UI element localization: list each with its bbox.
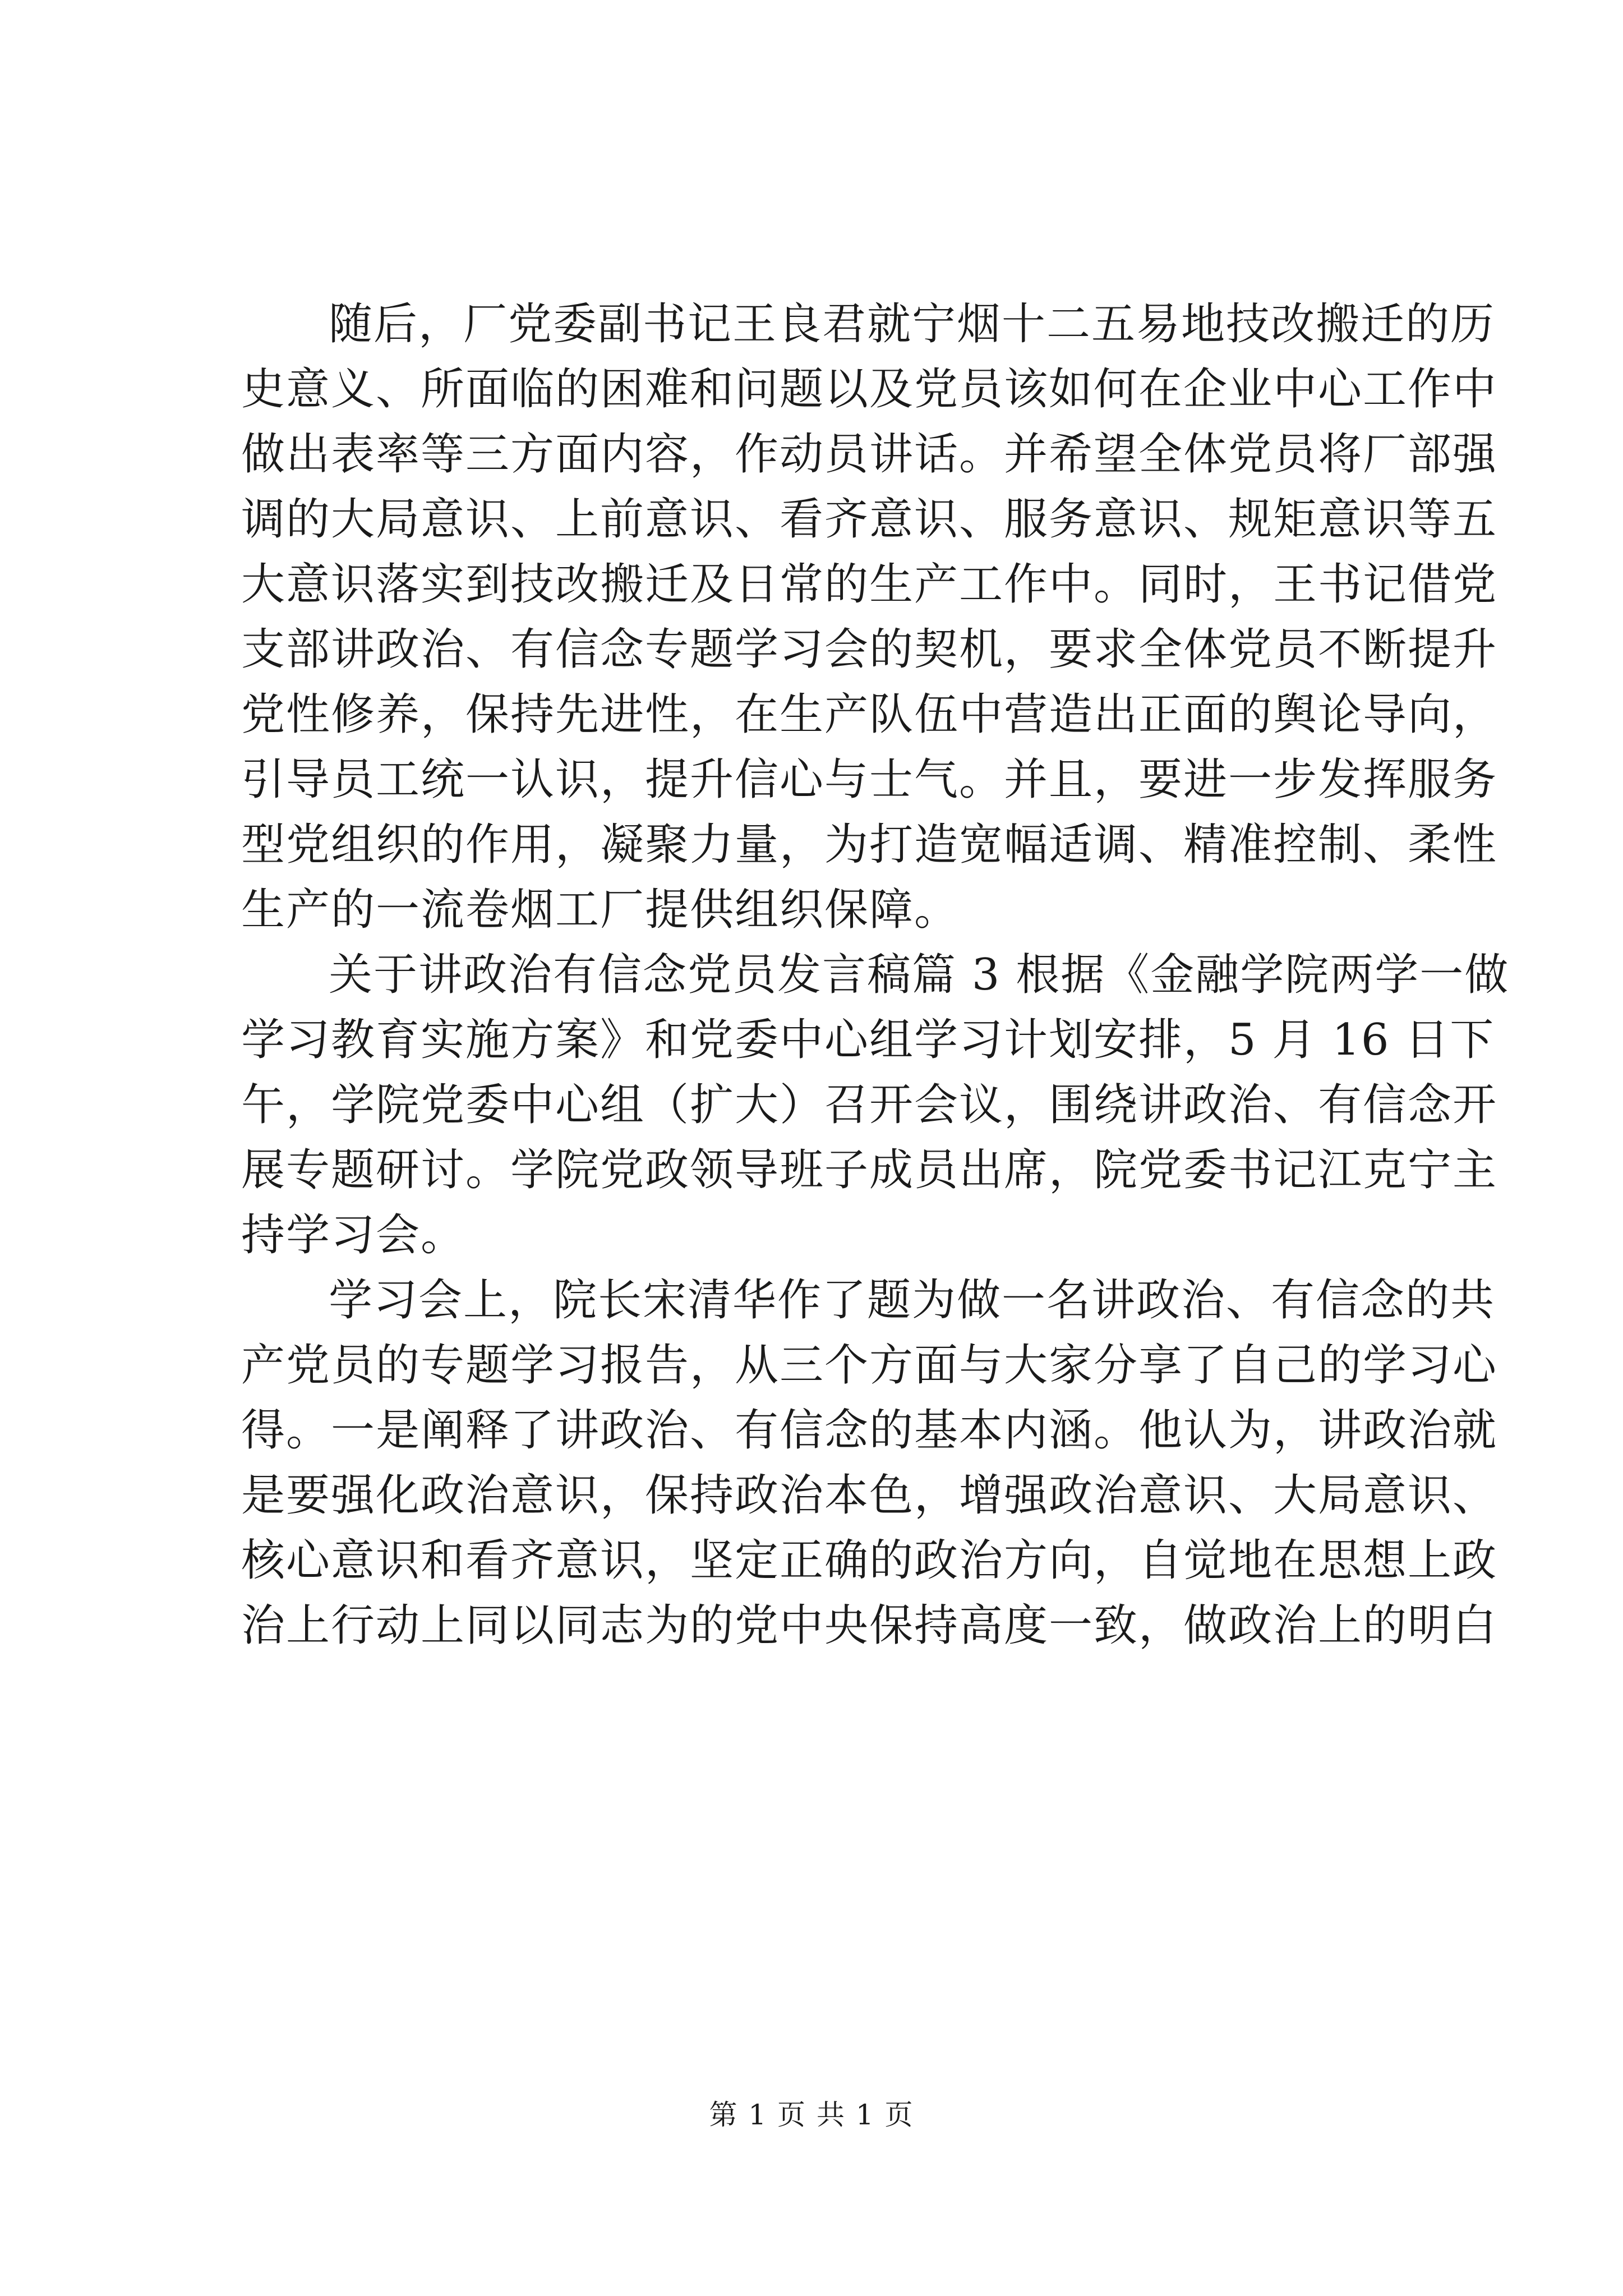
text-line: 调的大局意识、上前意识、看齐意识、服务意识、规矩意识等五 <box>241 494 1498 545</box>
paragraph-first-line: 关于讲政治有信念党员发言稿篇 3 根据《金融学院两学一做 <box>329 950 1510 1000</box>
text-line: 是要强化政治意识，保持政治本色，增强政治意识、大局意识、 <box>241 1470 1498 1521</box>
text-line: 型党组织的作用，凝聚力量，为打造宽幅适调、精准控制、柔性 <box>241 820 1498 870</box>
text-line: 展专题研讨。学院党政领导班子成员出席，院党委书记江克宁主 <box>241 1145 1498 1195</box>
paragraph-first-line: 随后，厂党委副书记王良君就宁烟十二五易地技改搬迁的历 <box>329 299 1496 349</box>
text-line: 史意义、所面临的困难和问题以及党员该如何在企业中心工作中 <box>241 364 1498 415</box>
text-line: 支部讲政治、有信念专题学习会的契机，要求全体党员不断提升 <box>241 624 1498 675</box>
text-line: 核心意识和看齐意识，坚定正确的政治方向，自觉地在思想上政 <box>241 1535 1498 1586</box>
text-line: 治上行动上同以同志为的党中央保持高度一致，做政治上的明白 <box>241 1600 1498 1651</box>
document-body <box>241 292 1510 1658</box>
text-line: 党性修养，保持先进性，在生产队伍中营造出正面的舆论导向， <box>241 689 1498 740</box>
text-line: 产党员的专题学习报告，从三个方面与大家分享了自己的学习心 <box>241 1340 1498 1391</box>
text-line: 持学习会。 <box>241 1210 466 1260</box>
text-line: 得。一是阐释了讲政治、有信念的基本内涵。他认为，讲政治就 <box>241 1405 1498 1456</box>
text-line: 做出表率等三方面内容，作动员讲话。并希望全体党员将厂部强 <box>241 429 1498 480</box>
text-line: 学习教育实施方案》和党委中心组学习计划安排，5 月 16 日下 <box>241 1015 1495 1065</box>
text-line: 引导员工统一认识，提升信心与士气。并且，要进一步发挥服务 <box>241 754 1498 805</box>
text-line: 生产的一流卷烟工厂提供组织保障。 <box>241 885 960 935</box>
text-line: 午，学院党委中心组（扩大）召开会议，围绕讲政治、有信念开 <box>241 1080 1498 1130</box>
text-line: 大意识落实到技改搬迁及日常的生产工作中。同时，王书记借党 <box>241 559 1498 610</box>
page-footer: 第 1 页 共 1 页 <box>709 2099 914 2131</box>
paragraph-first-line: 学习会上，院长宋清华作了题为做一名讲政治、有信念的共 <box>329 1275 1496 1326</box>
